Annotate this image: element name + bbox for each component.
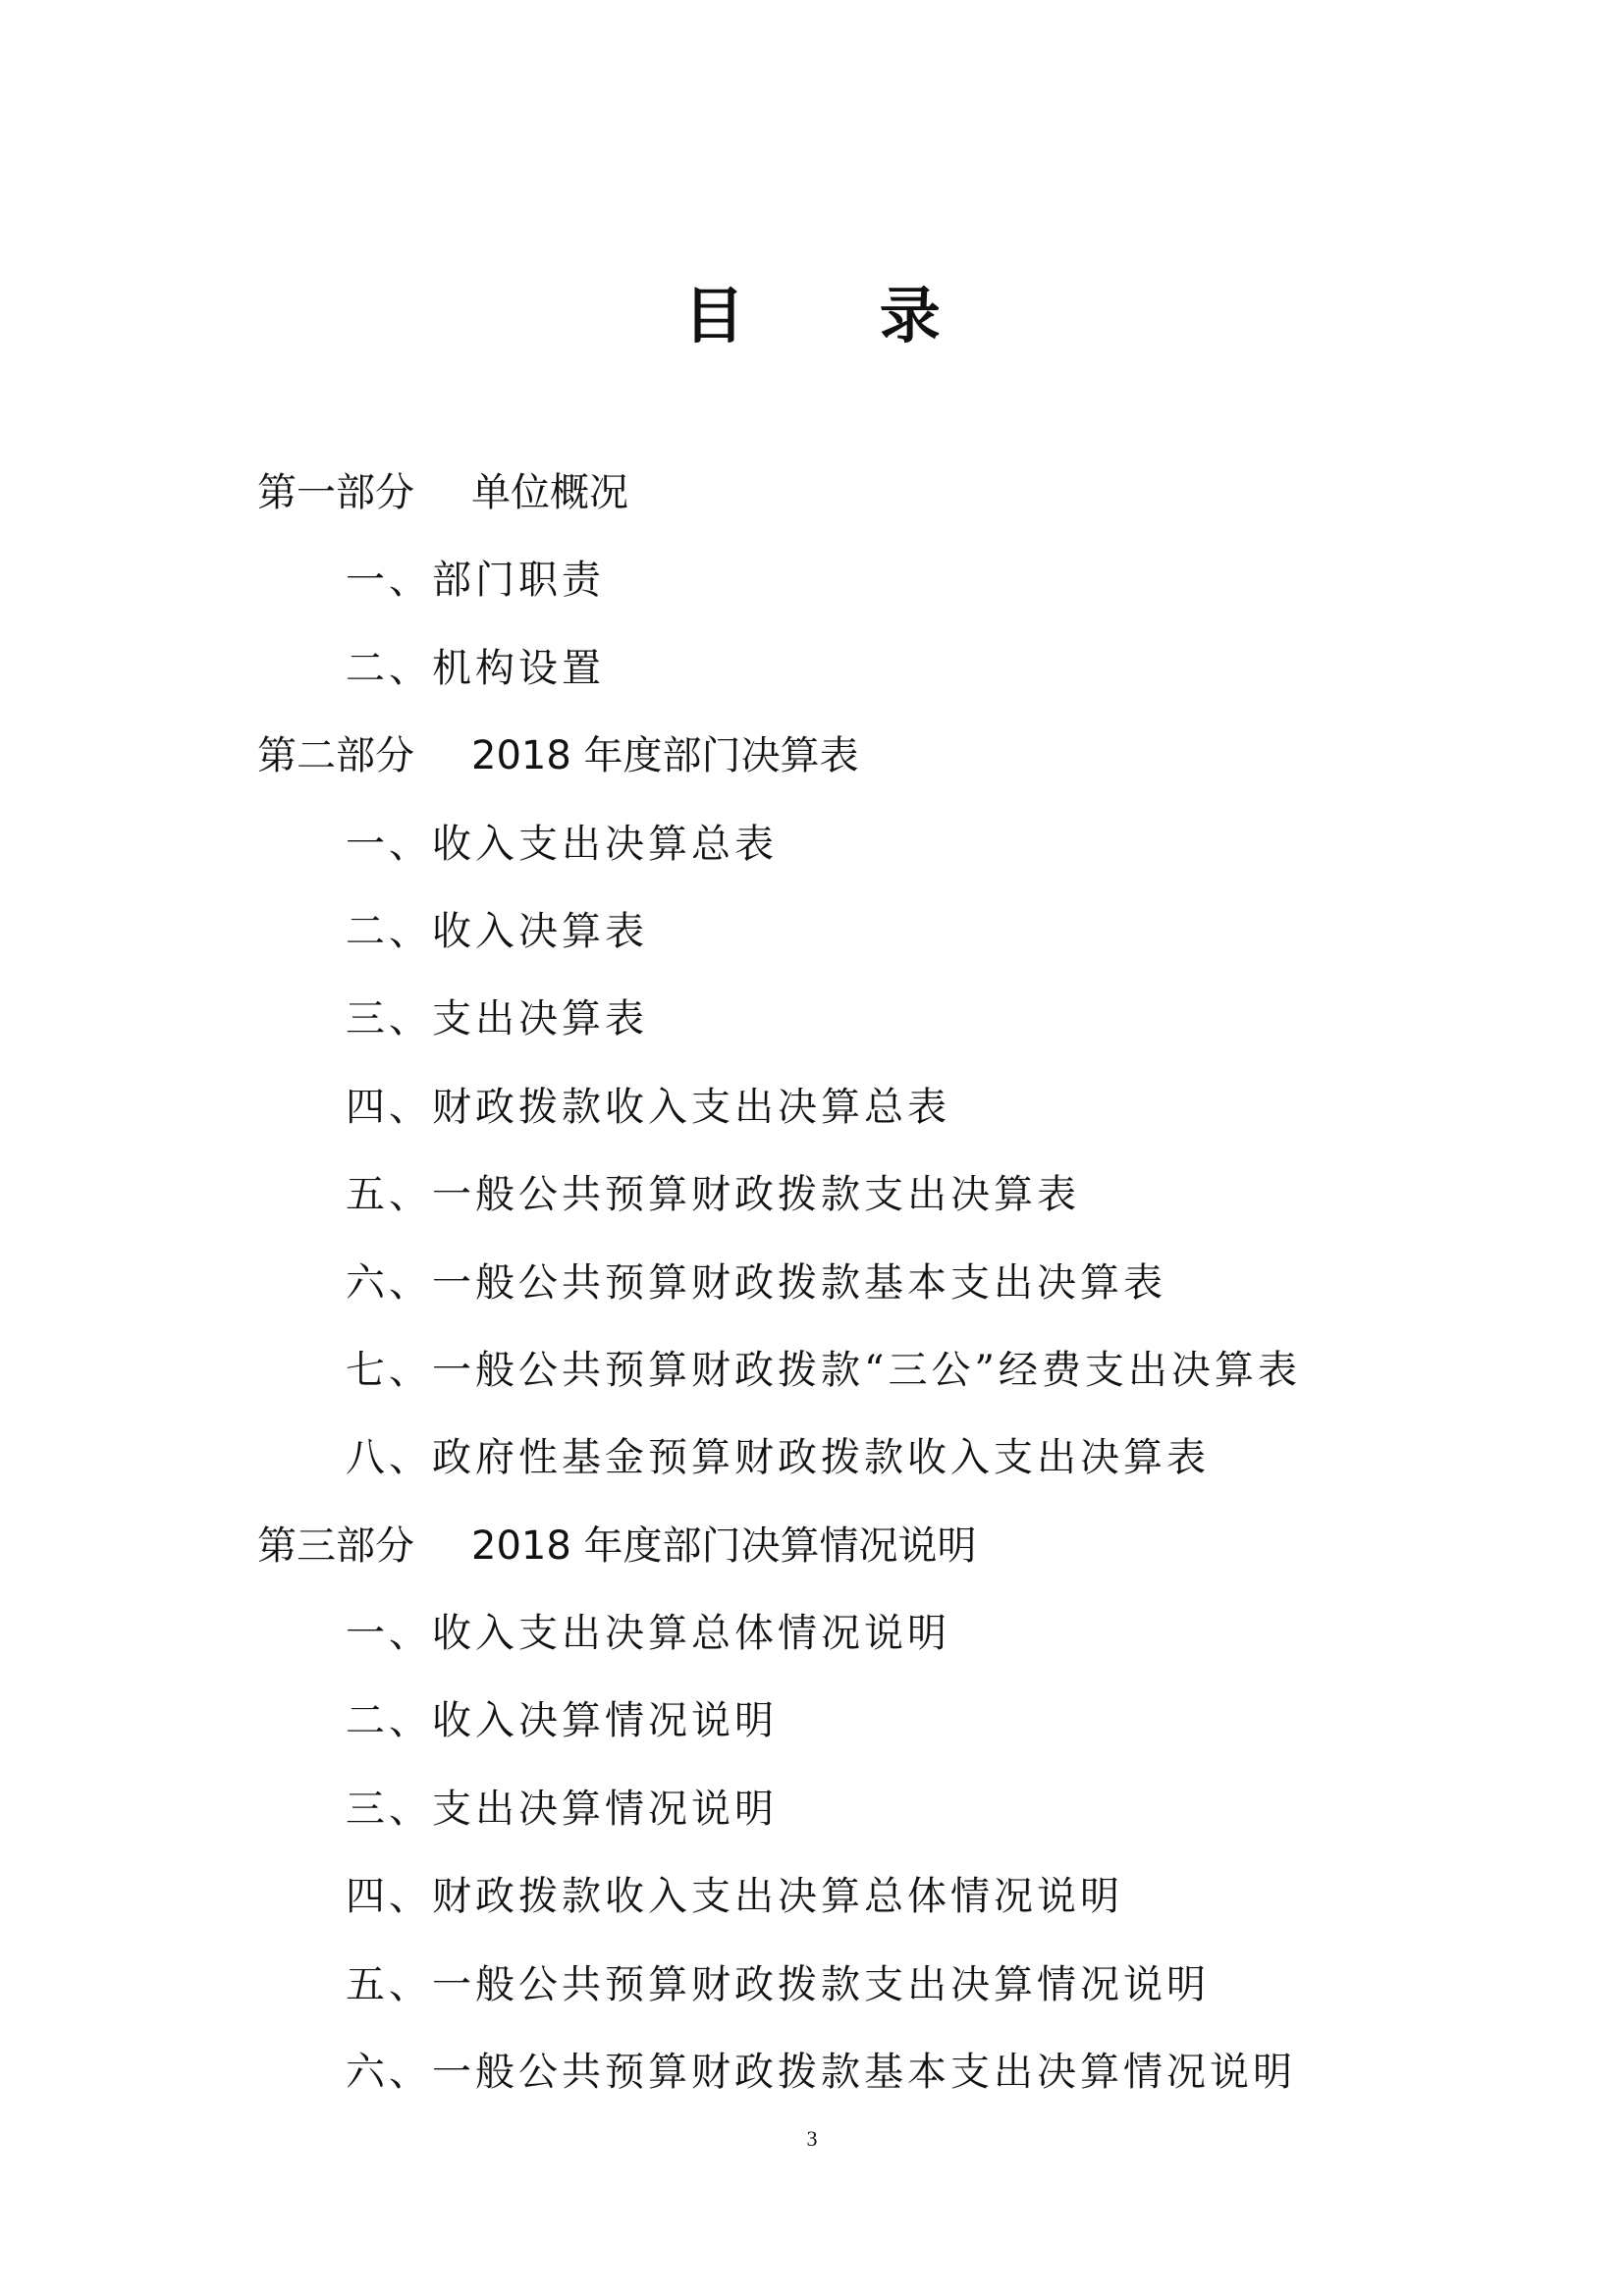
toc-part-3 — [0, 1503, 1624, 1590]
table-of-contents — [0, 450, 1624, 2116]
toc-part-2 — [0, 713, 1624, 800]
toc-item: 一、收入支出决算总体情况说明 — [346, 1611, 950, 1657]
toc-item: 四、财政拨款收入支出决算总体情况说明 — [346, 1874, 1123, 1920]
toc-item: 一、收入支出决算总表 — [346, 821, 778, 867]
toc-item: 五、一般公共预算财政拨款支出决算情况说明 — [346, 1961, 1210, 2007]
toc-item: 一、部门职责 — [346, 558, 605, 604]
toc-part-number: 第一部分 — [257, 470, 414, 515]
page-title: 目 录 — [683, 280, 998, 351]
toc-item: 五、一般公共预算财政拨款支出决算表 — [346, 1172, 1080, 1218]
toc-part-number: 第二部分 — [257, 733, 414, 779]
toc-item: 四、财政拨款收入支出决算总表 — [346, 1084, 950, 1130]
toc-part-title: 2018 年度部门决算表 — [471, 733, 859, 779]
toc-item: 二、机构设置 — [346, 645, 605, 691]
toc-part-1 — [0, 450, 1624, 537]
toc-item: 三、支出决算表 — [346, 996, 648, 1042]
toc-item: 二、收入决算情况说明 — [346, 1698, 778, 1744]
toc-item: 三、支出决算情况说明 — [346, 1786, 778, 1832]
toc-part-title: 单位概况 — [471, 470, 628, 515]
toc-part-number: 第三部分 — [257, 1522, 414, 1569]
toc-item: 六、一般公共预算财政拨款基本支出决算情况说明 — [346, 2050, 1296, 2096]
toc-part-title: 2018 年度部门决算情况说明 — [471, 1522, 977, 1569]
page-number: 3 — [806, 2126, 818, 2151]
toc-item: 六、一般公共预算财政拨款基本支出决算表 — [346, 1259, 1166, 1306]
toc-item: 二、收入决算表 — [346, 908, 648, 954]
toc-item: 八、政府性基金预算财政拨款收入支出决算表 — [346, 1435, 1210, 1481]
toc-item: 七、一般公共预算财政拨款“三公”经费支出决算表 — [346, 1347, 1301, 1393]
